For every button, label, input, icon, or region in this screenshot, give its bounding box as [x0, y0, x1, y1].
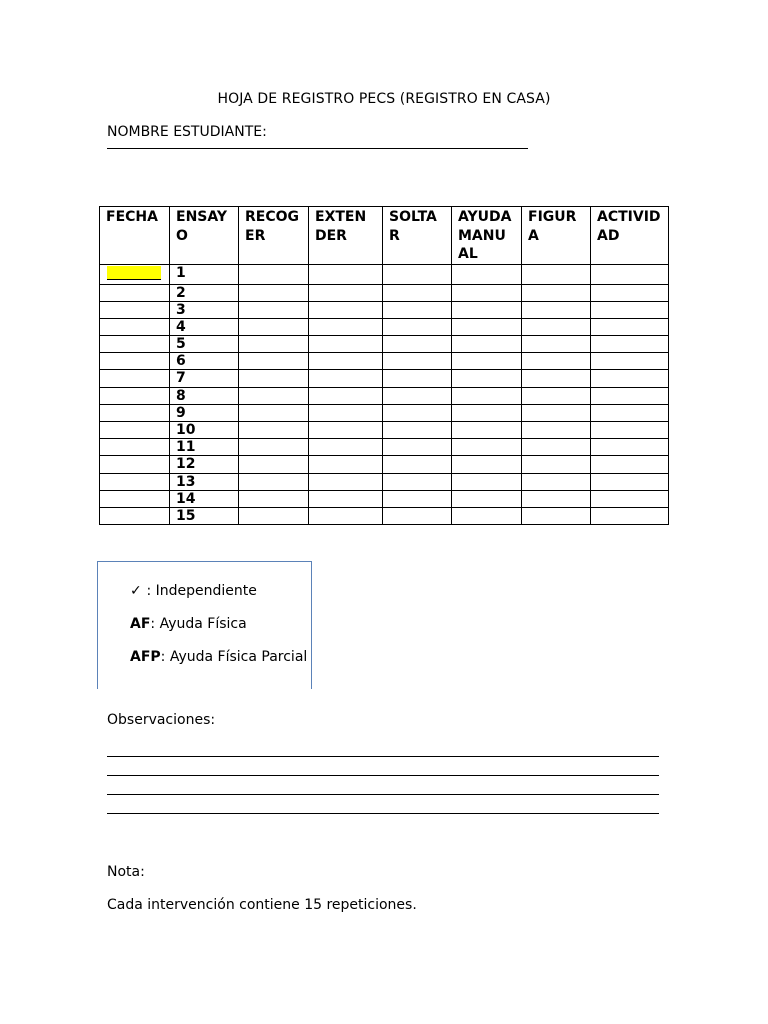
- table-row: [100, 318, 669, 335]
- table-cell[interactable]: [383, 439, 452, 456]
- table-cell[interactable]: [383, 387, 452, 404]
- table-cell[interactable]: [239, 490, 309, 507]
- observations-label: Observaciones:: [107, 712, 216, 728]
- page-title: HOJA DE REGISTRO PECS (REGISTRO EN CASA): [217, 91, 551, 107]
- table-cell[interactable]: [309, 353, 383, 370]
- table-cell[interactable]: [452, 336, 522, 353]
- observation-line[interactable]: [107, 775, 659, 776]
- table-row: [100, 353, 669, 370]
- table-row: [100, 301, 669, 318]
- table-cell[interactable]: [522, 264, 591, 284]
- table-cell[interactable]: [452, 404, 522, 421]
- table-cell[interactable]: [591, 422, 669, 439]
- trial-number: 5: [170, 336, 239, 353]
- table-cell[interactable]: [309, 336, 383, 353]
- table-cell[interactable]: [383, 404, 452, 421]
- table-cell[interactable]: [452, 353, 522, 370]
- student-name-line[interactable]: [107, 148, 528, 149]
- table-row: [100, 439, 669, 456]
- table-cell[interactable]: [309, 507, 383, 524]
- table-cell[interactable]: [452, 370, 522, 387]
- observation-line[interactable]: [107, 756, 659, 757]
- legend-item-af: [130, 616, 247, 632]
- table-cell[interactable]: [309, 490, 383, 507]
- table-cell[interactable]: [452, 490, 522, 507]
- table-header-row: [100, 207, 669, 265]
- column-header: AYUDA MANU AL: [452, 207, 522, 265]
- trial-number: 15: [170, 507, 239, 524]
- table-cell[interactable]: [591, 336, 669, 353]
- column-header: ENSAY O: [170, 207, 239, 265]
- table-cell[interactable]: [239, 404, 309, 421]
- date-highlight[interactable]: [107, 266, 161, 280]
- table-cell[interactable]: [591, 473, 669, 490]
- table-cell[interactable]: [239, 264, 309, 284]
- table-cell[interactable]: [383, 264, 452, 284]
- legend-code-af: AF: [130, 616, 151, 632]
- table-cell[interactable]: [309, 284, 383, 301]
- column-header: SOLTA R: [383, 207, 452, 265]
- table-cell[interactable]: [100, 473, 170, 490]
- registration-table: [99, 206, 669, 525]
- table-cell[interactable]: [239, 456, 309, 473]
- table-cell[interactable]: [522, 336, 591, 353]
- trial-number: 8: [170, 387, 239, 404]
- table-cell[interactable]: [309, 370, 383, 387]
- table-cell[interactable]: [309, 387, 383, 404]
- table-cell[interactable]: [522, 284, 591, 301]
- table-cell[interactable]: [100, 284, 170, 301]
- table-cell[interactable]: [100, 456, 170, 473]
- table-cell[interactable]: [591, 301, 669, 318]
- trial-number: 6: [170, 353, 239, 370]
- table-cell[interactable]: [452, 507, 522, 524]
- table-cell[interactable]: [522, 301, 591, 318]
- check-icon: ✓: [130, 583, 142, 599]
- table-cell[interactable]: [239, 284, 309, 301]
- table-cell[interactable]: [239, 318, 309, 335]
- table-cell[interactable]: [383, 456, 452, 473]
- table-cell[interactable]: [452, 264, 522, 284]
- trial-number: 9: [170, 404, 239, 421]
- table-cell[interactable]: [522, 473, 591, 490]
- table-cell[interactable]: [522, 318, 591, 335]
- table-cell[interactable]: [100, 318, 170, 335]
- table-cell[interactable]: [100, 507, 170, 524]
- table-cell[interactable]: [452, 301, 522, 318]
- table-cell[interactable]: [100, 404, 170, 421]
- table-cell[interactable]: [452, 318, 522, 335]
- table-cell[interactable]: [309, 301, 383, 318]
- table-cell[interactable]: [522, 507, 591, 524]
- table-cell[interactable]: [591, 456, 669, 473]
- observation-line[interactable]: [107, 794, 659, 795]
- table-row: [100, 387, 669, 404]
- table-cell[interactable]: [100, 387, 170, 404]
- table-cell[interactable]: [383, 473, 452, 490]
- table-row: [100, 370, 669, 387]
- table-cell[interactable]: [239, 301, 309, 318]
- table-row: [100, 456, 669, 473]
- table-cell[interactable]: [239, 387, 309, 404]
- table-cell[interactable]: [383, 507, 452, 524]
- table-cell[interactable]: [383, 284, 452, 301]
- table-cell[interactable]: [591, 439, 669, 456]
- table-cell[interactable]: [591, 387, 669, 404]
- table-cell[interactable]: [100, 422, 170, 439]
- table-cell[interactable]: [239, 422, 309, 439]
- table-cell[interactable]: [239, 439, 309, 456]
- table-row: [100, 404, 669, 421]
- table-row: [100, 284, 669, 301]
- table-row: [100, 336, 669, 353]
- table-cell[interactable]: [522, 370, 591, 387]
- table-cell[interactable]: [591, 264, 669, 284]
- note-text: Cada intervención contiene 15 repeticiones.: [107, 897, 417, 913]
- legend-text-afp: : Ayuda Física Parcial: [160, 649, 308, 665]
- trial-number: 7: [170, 370, 239, 387]
- table-row: [100, 422, 669, 439]
- trial-number: 10: [170, 422, 239, 439]
- table-cell[interactable]: [591, 284, 669, 301]
- table-cell[interactable]: [591, 404, 669, 421]
- table-row: [100, 507, 669, 524]
- table-cell[interactable]: [100, 353, 170, 370]
- table-cell[interactable]: [309, 456, 383, 473]
- trial-number: 14: [170, 490, 239, 507]
- table-cell[interactable]: [309, 318, 383, 335]
- trial-number: 12: [170, 456, 239, 473]
- table-cell[interactable]: [522, 404, 591, 421]
- table-cell[interactable]: [522, 456, 591, 473]
- table-cell[interactable]: [452, 422, 522, 439]
- table-cell[interactable]: [383, 490, 452, 507]
- table-cell[interactable]: [591, 490, 669, 507]
- table-cell[interactable]: [239, 370, 309, 387]
- table-cell[interactable]: [591, 507, 669, 524]
- table-cell[interactable]: [309, 422, 383, 439]
- column-header: ACTIVID AD: [591, 207, 669, 265]
- table-cell[interactable]: [309, 404, 383, 421]
- legend-item-afp: [130, 649, 307, 665]
- table-cell[interactable]: [100, 336, 170, 353]
- table-cell[interactable]: [452, 473, 522, 490]
- note-label: Nota:: [107, 864, 145, 880]
- legend-item-independent-text: : Independiente: [142, 583, 257, 599]
- table-cell[interactable]: [383, 301, 452, 318]
- table-cell[interactable]: [522, 387, 591, 404]
- table-cell[interactable]: [522, 422, 591, 439]
- table-cell[interactable]: [383, 370, 452, 387]
- trial-number: 13: [170, 473, 239, 490]
- legend-item-independent: [130, 583, 257, 599]
- table-cell[interactable]: [100, 490, 170, 507]
- table-cell[interactable]: [452, 387, 522, 404]
- table-row: [100, 473, 669, 490]
- column-header: EXTEN DER: [309, 207, 383, 265]
- observation-line[interactable]: [107, 813, 659, 814]
- table-cell[interactable]: [309, 264, 383, 284]
- table-cell[interactable]: [239, 507, 309, 524]
- table-cell[interactable]: [100, 264, 170, 284]
- column-header: FECHA: [100, 207, 170, 265]
- table-cell[interactable]: [239, 336, 309, 353]
- table-cell[interactable]: [309, 473, 383, 490]
- column-header: RECOG ER: [239, 207, 309, 265]
- table-cell[interactable]: [100, 439, 170, 456]
- legend-text-af: : Ayuda Física: [150, 616, 247, 632]
- table-cell[interactable]: [309, 439, 383, 456]
- legend-code-afp: AFP: [130, 649, 161, 665]
- table-cell[interactable]: [452, 456, 522, 473]
- table-cell[interactable]: [591, 318, 669, 335]
- column-header: FIGUR A: [522, 207, 591, 265]
- table-cell[interactable]: [239, 353, 309, 370]
- student-name-label: NOMBRE ESTUDIANTE:: [107, 124, 267, 140]
- table-cell[interactable]: [522, 490, 591, 507]
- table-cell[interactable]: [591, 353, 669, 370]
- table-cell[interactable]: [100, 301, 170, 318]
- table-row: [100, 490, 669, 507]
- table-cell[interactable]: [452, 439, 522, 456]
- trial-number: 4: [170, 318, 239, 335]
- table-cell[interactable]: [452, 284, 522, 301]
- trial-number: 1: [170, 264, 239, 284]
- table-cell[interactable]: [383, 353, 452, 370]
- table-cell[interactable]: [383, 422, 452, 439]
- table-cell[interactable]: [522, 439, 591, 456]
- trial-number: 11: [170, 439, 239, 456]
- table-cell[interactable]: [591, 370, 669, 387]
- trial-number: 2: [170, 284, 239, 301]
- table-row: [100, 264, 669, 284]
- table-cell[interactable]: [383, 318, 452, 335]
- trial-number: 3: [170, 301, 239, 318]
- table-cell[interactable]: [239, 473, 309, 490]
- table-cell[interactable]: [100, 370, 170, 387]
- table-cell[interactable]: [522, 353, 591, 370]
- table-cell[interactable]: [383, 336, 452, 353]
